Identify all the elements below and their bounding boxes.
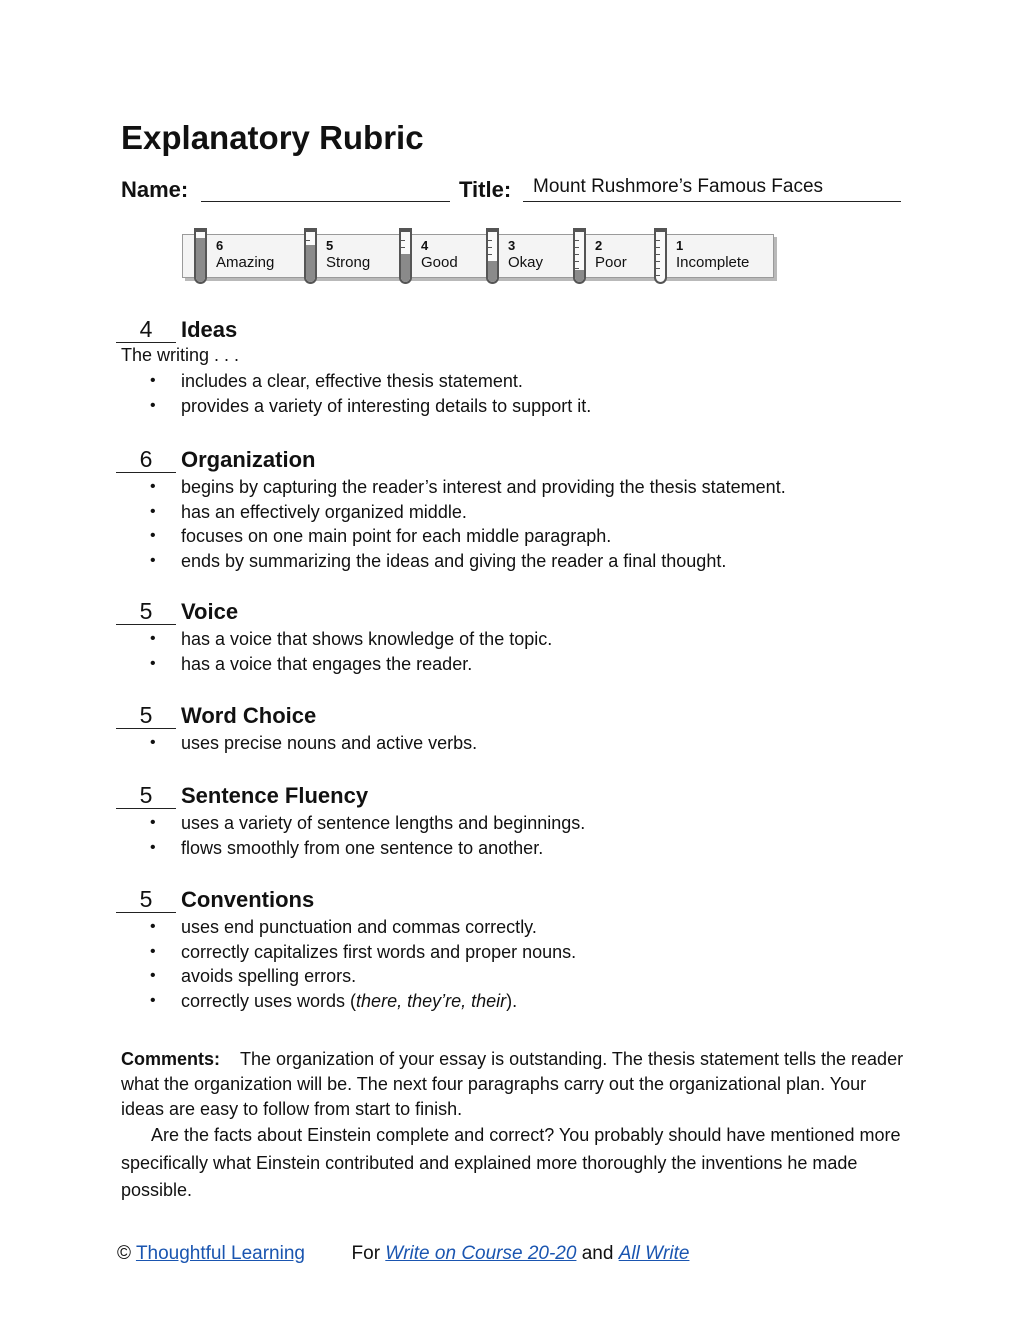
section-heading: Organization xyxy=(181,447,316,472)
bullet-icon: • xyxy=(150,527,156,544)
score-field[interactable]: 4 xyxy=(116,316,176,343)
criteria-item xyxy=(116,812,585,837)
criteria-text: uses precise nouns and active verbs. xyxy=(181,733,478,753)
score-field[interactable]: 5 xyxy=(116,702,176,729)
criteria-text: correctly capitalizes first words and proper nouns. xyxy=(181,941,577,962)
thoughtful-learning-link[interactable]: Thoughtful Learning xyxy=(135,1243,305,1264)
name-field-line[interactable] xyxy=(201,201,450,202)
criteria-text: ends by summarizing the ideas and giving the reader a final thought. xyxy=(181,550,727,571)
criteria-item xyxy=(116,628,552,653)
bullet-icon: • xyxy=(150,372,156,389)
scale-label: Okay xyxy=(508,254,544,271)
comments-block xyxy=(121,1047,911,1205)
criteria-text: focuses on one main point for each middle paragraph. xyxy=(181,526,612,546)
footer-and-text: and xyxy=(581,1243,614,1264)
criteria-item xyxy=(116,501,786,526)
score-field[interactable]: 5 xyxy=(116,886,176,913)
thermometer-icon xyxy=(194,228,207,284)
criteria-item xyxy=(116,837,585,862)
scale-label: Good xyxy=(421,254,458,271)
criteria-item xyxy=(116,550,786,575)
thermometer-level xyxy=(401,254,410,282)
criteria-list xyxy=(116,916,576,1014)
criteria-list xyxy=(116,628,552,677)
criteria-text: flows smoothly from one sentence to another. xyxy=(181,837,544,858)
section-heading: Conventions xyxy=(181,887,315,912)
criteria-list xyxy=(116,812,585,861)
criteria-item xyxy=(116,370,591,395)
bullet-icon: • xyxy=(150,814,156,831)
comments-label: Comments: xyxy=(121,1049,221,1069)
criteria-list xyxy=(116,732,477,757)
criteria-item xyxy=(116,941,576,966)
criteria-item xyxy=(116,990,576,1015)
title-field-line[interactable] xyxy=(523,201,901,202)
criteria-item xyxy=(116,476,786,501)
scale-number: 5 xyxy=(326,238,334,253)
section-heading: Sentence Fluency xyxy=(181,783,369,808)
comments-paragraph-1: The organization of your essay is outstanding. The thesis statement tells the reader what the organization will be. The next four paragraphs carry out the organizational plan. Your ideas are easy to follow from start to finish. xyxy=(121,1049,904,1119)
bullet-icon: • xyxy=(150,551,156,569)
criteria-text-end: ). xyxy=(506,990,518,1011)
criteria-list xyxy=(116,370,591,419)
criteria-item xyxy=(116,395,591,420)
criteria-text: has a voice that engages the reader. xyxy=(181,653,473,674)
scale-number: 6 xyxy=(216,238,224,253)
criteria-text: uses end punctuation and commas correctly. xyxy=(181,917,537,937)
criteria-text: has an effectively organized middle. xyxy=(181,501,467,522)
criteria-text: has a voice that shows knowledge of the topic. xyxy=(181,629,553,649)
bullet-icon: • xyxy=(150,942,156,960)
copyright-symbol: © xyxy=(117,1243,131,1264)
scale-number: 1 xyxy=(676,238,684,253)
scale-label: Amazing xyxy=(216,254,275,271)
criteria-item xyxy=(116,916,576,941)
name-label: Name: xyxy=(121,177,189,202)
section-heading: Ideas xyxy=(181,317,238,342)
score-field[interactable]: 5 xyxy=(116,598,176,625)
bullet-icon: • xyxy=(150,502,156,520)
title-field-value: Mount Rushmore’s Famous Faces xyxy=(533,176,824,197)
bullet-icon: • xyxy=(150,991,156,1009)
footer-for-text: For xyxy=(351,1243,381,1264)
bullet-icon: • xyxy=(150,478,156,495)
criteria-text: uses a variety of sentence lengths and beginnings. xyxy=(181,813,586,833)
bullet-icon: • xyxy=(150,734,156,751)
thermometer-icon xyxy=(654,228,667,284)
footer xyxy=(117,1243,689,1265)
bullet-icon: • xyxy=(150,967,156,984)
criteria-item xyxy=(116,965,576,990)
write-on-course-link[interactable]: Write on Course 20-20 xyxy=(385,1243,577,1264)
criteria-item xyxy=(116,653,552,678)
scale-number: 4 xyxy=(421,238,429,253)
scale-label: Incomplete xyxy=(676,254,750,271)
criteria-text: includes a clear, effective thesis statement. xyxy=(181,371,523,391)
scale-label: Strong xyxy=(326,254,371,271)
bullet-icon: • xyxy=(150,838,156,856)
bullet-icon: • xyxy=(150,396,156,414)
page-title: Explanatory Rubric xyxy=(121,119,424,156)
criteria-text: avoids spelling errors. xyxy=(181,966,357,986)
thermometer-level xyxy=(488,261,497,282)
bullet-icon: • xyxy=(150,918,156,935)
thermometer-level xyxy=(196,238,205,282)
bullet-icon: • xyxy=(150,654,156,672)
bullet-icon: • xyxy=(150,630,156,647)
score-field[interactable]: 5 xyxy=(116,782,176,809)
thermometer-level xyxy=(306,245,315,282)
thermometer-icon xyxy=(304,228,317,284)
criteria-item xyxy=(116,732,477,757)
thermometer-icon xyxy=(573,228,586,284)
section-heading: Word Choice xyxy=(181,703,317,728)
criteria-examples: there, they’re, their xyxy=(356,990,507,1011)
criteria-list xyxy=(116,476,786,574)
section-intro: The writing . . . xyxy=(121,345,240,365)
score-field[interactable]: 6 xyxy=(116,446,176,473)
criteria-text: begins by capturing the reader’s interest and providing the thesis statement. xyxy=(181,477,786,497)
thermometer-icon xyxy=(486,228,499,284)
scale-label: Poor xyxy=(595,254,627,271)
rating-scale xyxy=(180,226,776,290)
criteria-text: provides a variety of interesting details to support it. xyxy=(181,395,592,416)
all-write-link[interactable]: All Write xyxy=(618,1243,690,1264)
thermometer-icon xyxy=(399,228,412,284)
criteria-text: correctly uses words ( xyxy=(181,990,357,1011)
scale-number: 2 xyxy=(595,238,603,253)
comments-paragraph-2: Are the facts about Einstein complete and correct? You probably should have mentioned more specifically what Einstein contributed and explained more thoroughly the inventions he made possible. xyxy=(121,1125,901,1200)
scale-number: 3 xyxy=(508,238,516,253)
title-label: Title: xyxy=(459,177,512,202)
criteria-item xyxy=(116,525,786,550)
thermometer-level xyxy=(575,270,584,282)
section-heading: Voice xyxy=(181,599,239,624)
